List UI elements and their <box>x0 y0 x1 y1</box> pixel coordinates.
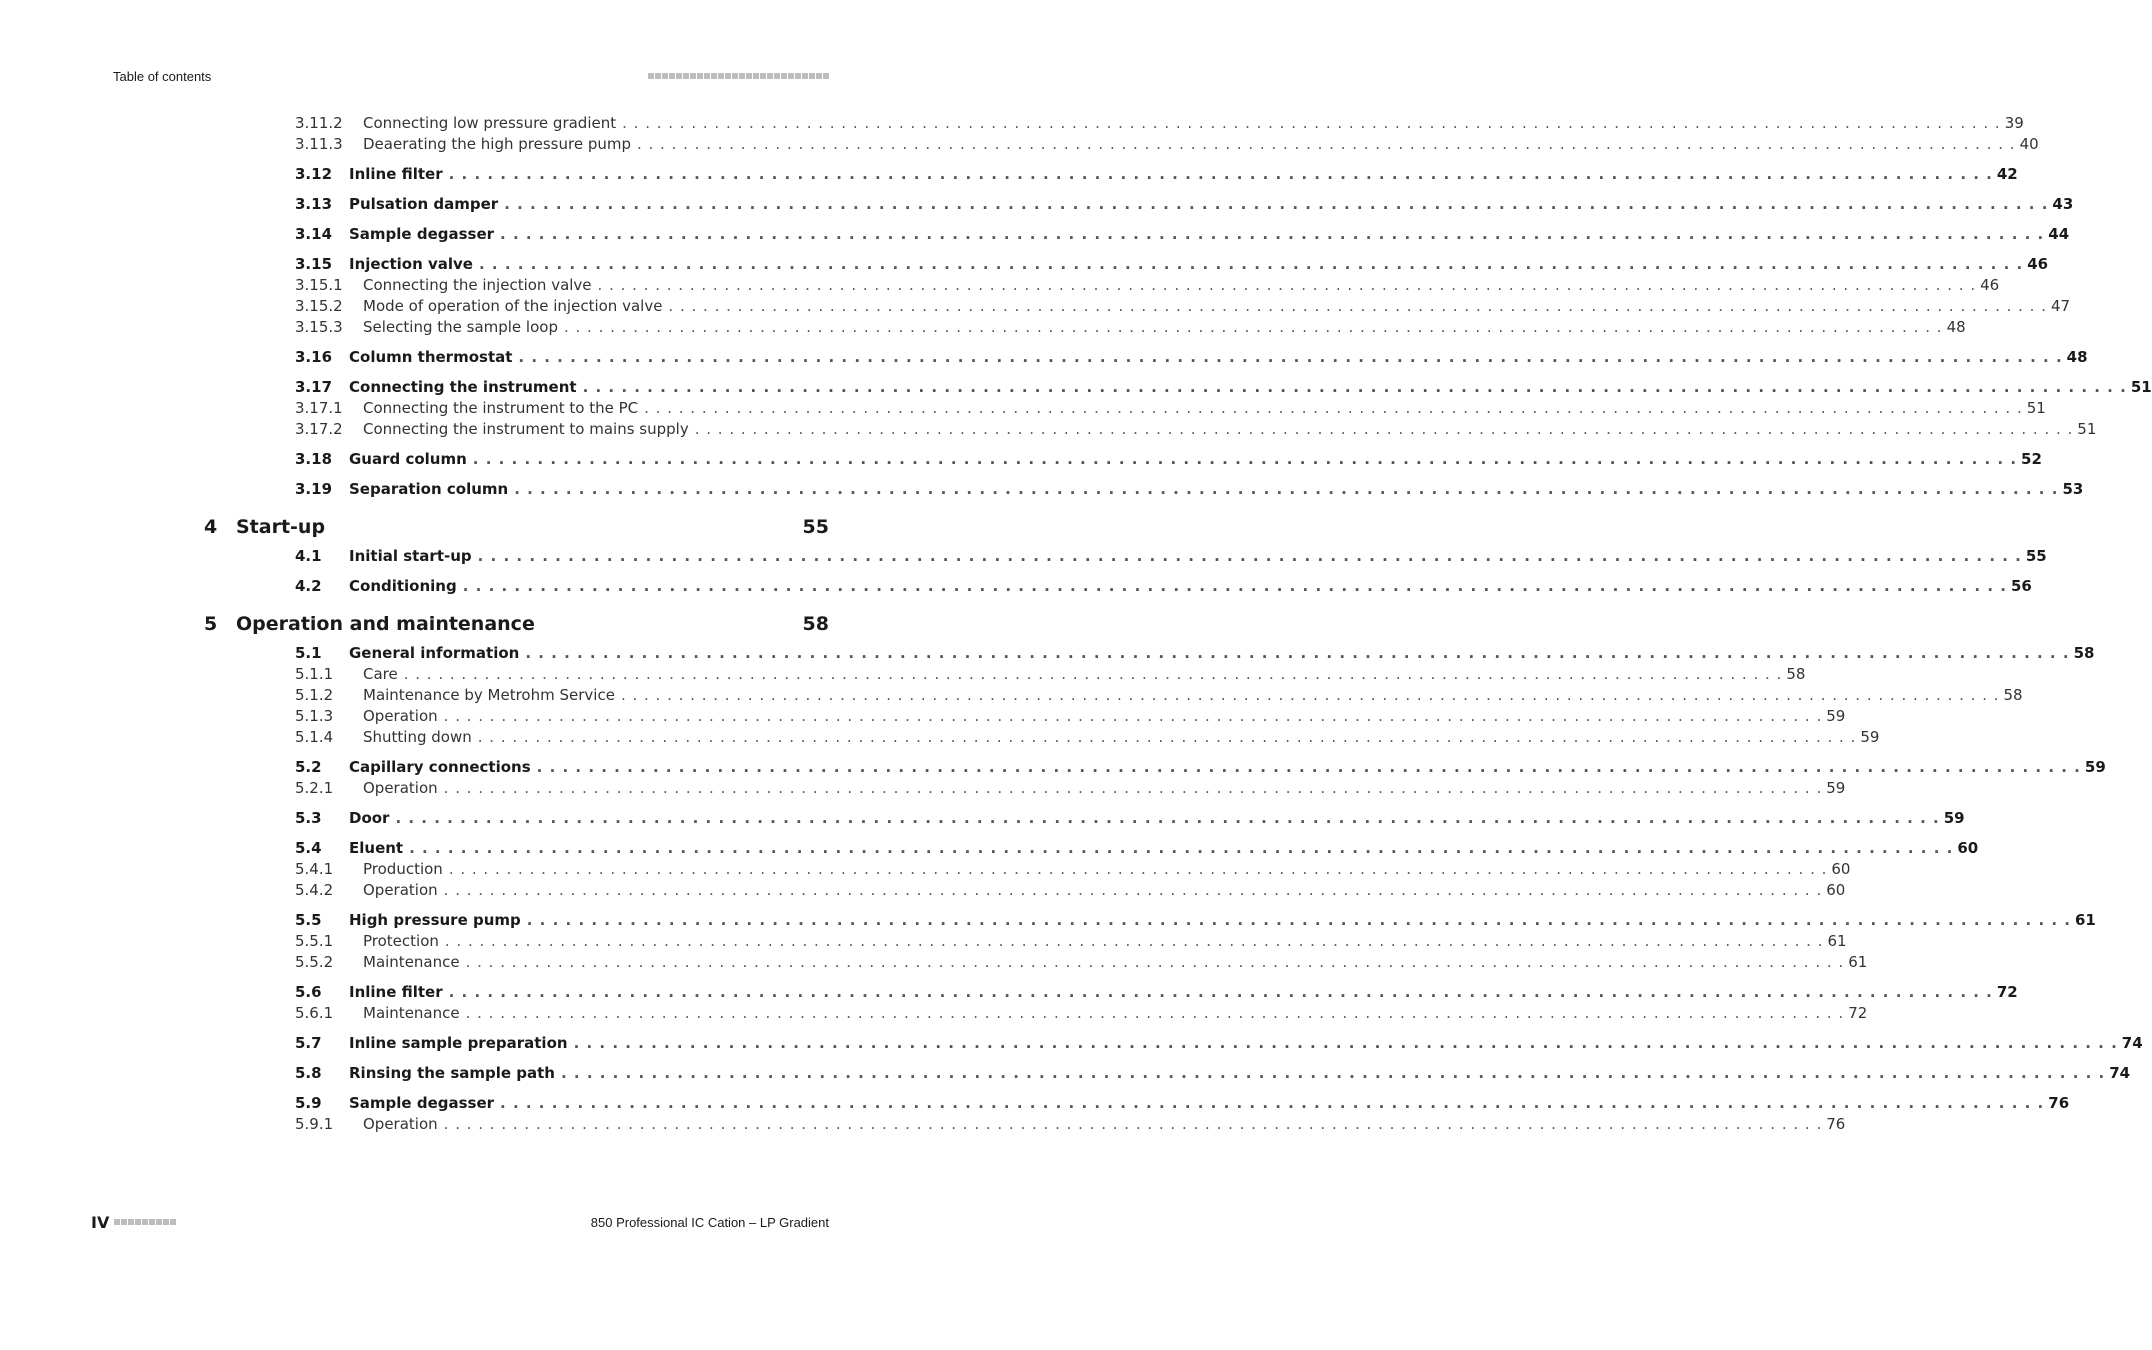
toc-leader-dots: . . . . . . . . . . . . . . . . . . . . . . . . . . . . . . . . . . . . . . . . . . . . . . . . . . . . . . . . . . . . . . . . . . . . . . . . . . . . . . . . . . . . . . . . . . . . . . . . . . . . . . . . . . . . . . . . . . . . . . . . <box>582 377 2127 396</box>
toc-page: 61 <box>1848 952 1868 971</box>
toc-subsection[interactable] <box>295 397 2046 418</box>
toc-number: 5.8 <box>295 1063 322 1082</box>
toc-page: 60 <box>1826 880 1846 899</box>
toc-number: 5.6 <box>295 982 322 1001</box>
toc-chapter[interactable] <box>204 612 829 636</box>
toc-number: 3.15.2 <box>295 296 343 315</box>
toc-subsection[interactable] <box>295 316 1966 337</box>
toc-number: 5.7 <box>295 1033 322 1052</box>
toc-number: 5.5 <box>295 910 322 929</box>
toc-title: Maintenance <box>363 1003 460 1022</box>
toc-number: 5.2.1 <box>295 778 334 797</box>
toc-subsection[interactable] <box>295 418 2097 439</box>
header-decoration <box>648 73 829 79</box>
toc-leader-dots: . . . . . . . . . . . . . . . . . . . . . . . . . . . . . . . . . . . . . . . . . . . . . . . . . . . . . . . . . . . . . . . . . . . . . . . . . . . . . . . . . . . . . . . . . . . . . . . . . . . . . . . . . . . . . . . . . . . . . . . . <box>465 1003 1845 1022</box>
toc-number: 3.13 <box>295 194 333 213</box>
toc-page: 42 <box>1996 164 2018 183</box>
toc-page: 51 <box>2026 398 2046 417</box>
toc-subsection[interactable] <box>295 1002 1868 1023</box>
toc-number: 5.6.1 <box>295 1003 334 1022</box>
toc-chapter[interactable] <box>204 515 829 539</box>
toc-title: Connecting the instrument to the PC <box>363 398 639 417</box>
toc-number: 3.12 <box>295 164 333 183</box>
toc-page: 46 <box>2027 254 2049 273</box>
toc-section[interactable] <box>295 193 2074 214</box>
toc-title: Inline filter <box>349 982 443 1001</box>
toc-page: 59 <box>1943 808 1965 827</box>
toc-leader-dots: . . . . . . . . . . . . . . . . . . . . . . . . . . . . . . . . . . . . . . . . . . . . . . . . . . . . . . . . . . . . . . . . . . . . . . . . . . . . . . . . . . . . . . . . . . . . . . . . . . . . . . . . . . . . . . . . . . . . . . . . <box>448 982 1993 1001</box>
toc-page: 59 <box>2084 757 2106 776</box>
toc-number: 3.11.2 <box>295 113 343 132</box>
toc-page: 72 <box>1996 982 2018 1001</box>
toc-title: Production <box>363 859 443 878</box>
toc-page: 76 <box>1826 1114 1846 1133</box>
toc-number: 3.16 <box>295 347 333 366</box>
toc-title: Operation and maintenance <box>236 613 535 635</box>
toc-page: 39 <box>2004 113 2024 132</box>
toc-section[interactable] <box>295 807 1965 828</box>
toc-subsection[interactable] <box>295 858 1851 879</box>
toc-title: Initial start-up <box>349 546 472 565</box>
toc-leader-dots: . . . . . . . . . . . . . . . . . . . . . . . . . . . . . . . . . . . . . . . . . . . . . . . . . . . . . . . . . . . . . . . . . . . . . . . . . . . . . . . . . . . . . . . . . . . . . . . . . . . . . . . . . . . . . . . . . . . . . . . . <box>500 224 2045 243</box>
table-of-contents <box>0 112 2152 1134</box>
toc-subsection[interactable] <box>295 295 2071 316</box>
toc-leader-dots: . . . . . . . . . . . . . . . . . . . . . . . . . . . . . . . . . . . . . . . . . . . . . . . . . . . . . . . . . . . . . . . . . . . . . . . . . . . . . . . . . . . . . . . . . . . . . . . . . . . . . . . . . . . . . . . . . . . . . . . . <box>561 1063 2106 1082</box>
toc-leader-dots: . . . . . . . . . . . . . . . . . . . . . . . . . . . . . . . . . . . . . . . . . . . . . . . . . . . . . . . . . . . . . . . . . . . . . . . . . . . . . . . . . . . . . . . . . . . . . . . . . . . . . . . . . . . . . . . . . . . . . . . . <box>443 880 1823 899</box>
toc-title: Operation <box>363 880 438 899</box>
toc-page: 56 <box>2010 576 2032 595</box>
toc-page: 43 <box>2052 194 2074 213</box>
toc-leader-dots: . . . . . . . . . . . . . . . . . . . . . . . . . . . . . . . . . . . . . . . . . . . . . . . . . . . . . . . . . . . . . . . . . . . . . . . . . . . . . . . . . . . . . . . . . . . . . . . . . . . . . . . . . . . . . . . . . . . . . . . . <box>644 398 2023 417</box>
toc-number: 5.1.2 <box>295 685 334 704</box>
toc-section[interactable] <box>295 448 2042 469</box>
toc-page: 60 <box>1957 838 1979 857</box>
toc-subsection[interactable] <box>295 777 1846 798</box>
toc-page: 40 <box>2019 134 2039 153</box>
toc-page: 58 <box>1786 664 1806 683</box>
toc-section[interactable] <box>295 1092 2070 1113</box>
toc-page: 51 <box>2130 377 2152 396</box>
toc-title: Sample degasser <box>349 1093 495 1112</box>
toc-subsection[interactable] <box>295 879 1846 900</box>
toc-page: 61 <box>2075 910 2096 929</box>
toc-leader-dots: . . . . . . . . . . . . . . . . . . . . . . . . . . . . . . . . . . . . . . . . . . . . . . . . . . . . . . . . . . . . . . . . . . . . . . . . . . . . . . . . . . . . . . . . . . . . . . . . . . . . . . . . . . . . . . . . . . . . . . . . <box>395 808 1940 827</box>
toc-title: Inline filter <box>349 164 443 183</box>
toc-title: Operation <box>363 706 438 725</box>
toc-number: 5.4.2 <box>295 880 334 899</box>
toc-leader-dots: . . . . . . . . . . . . . . . . . . . . . . . . . . . . . . . . . . . . . . . . . . . . . . . . . . . . . . . . . . . . . . . . . . . . . . . . . . . . . . . . . . . . . . . . . . . . . . . . . . . . . . . . . . . . . . . . . . . . . . . . <box>477 727 1857 746</box>
toc-number: 5.9 <box>295 1093 322 1112</box>
footer-document-title: 850 Professional IC Cation – LP Gradient <box>590 1215 829 1230</box>
toc-subsection[interactable] <box>295 705 1846 726</box>
toc-leader-dots: . . . . . . . . . . . . . . . . . . . . . . . . . . . . . . . . . . . . . . . . . . . . . . . . . . . . . . . . . . . . . . . . . . . . . . . . . . . . . . . . . . . . . . . . . . . . . . . . . . . . . . . . . . . . . . . . . . . . . . . . <box>597 275 1977 294</box>
toc-number: 4.2 <box>295 576 322 595</box>
toc-section[interactable] <box>295 756 2106 777</box>
toc-title: Care <box>363 664 398 683</box>
toc-title: General information <box>349 643 520 662</box>
toc-subsection[interactable] <box>295 274 2000 295</box>
toc-page: 55 <box>802 516 829 538</box>
toc-leader-dots: . . . . . . . . . . . . . . . . . . . . . . . . . . . . . . . . . . . . . . . . . . . . . . . . . . . . . . . . . . . . . . . . . . . . . . . . . . . . . . . . . . . . . . . . . . . . . . . . . . . . . . . . . . . . . . . . . . . . . . . . <box>504 194 2049 213</box>
toc-title: Sample degasser <box>349 224 495 243</box>
toc-number: 3.19 <box>295 479 333 498</box>
toc-leader-dots: . . . . . . . . . . . . . . . . . . . . . . . . . . . . . . . . . . . . . . . . . . . . . . . . . . . . . . . . . . . . . . . . . . . . . . . . . . . . . . . . . . . . . . . . . . . . . . . . . . . . . . . . . . . . . . . . . . . . . . . . <box>668 296 2047 315</box>
toc-section[interactable] <box>295 909 2096 930</box>
toc-leader-dots: . . . . . . . . . . . . . . . . . . . . . . . . . . . . . . . . . . . . . . . . . . . . . . . . . . . . . . . . . . . . . . . . . . . . . . . . . . . . . . . . . . . . . . . . . . . . . . . . . . . . . . . . . . . . . . . . . . . . . . . . <box>448 164 1993 183</box>
toc-leader-dots: . . . . . . . . . . . . . . . . . . . . . . . . . . . . . . . . . . . . . . . . . . . . . . . . . . . . . . . . . . . . . . . . . . . . . . . . . . . . . . . . . . . . . . . . . . . . . . . . . . . . . . . . . . . . . . . . . . . . . . . . <box>694 419 2074 438</box>
toc-leader-dots: . . . . . . . . . . . . . . . . . . . . . . . . . . . . . . . . . . . . . . . . . . . . . . . . . . . . . . . . . . . . . . . . . . . . . . . . . . . . . . . . . . . . . . . . . . . . . . . . . . . . . . . . . . . . . . . . . . . . . . . . <box>514 479 2059 498</box>
toc-leader-dots: . . . . . . . . . . . . . . . . . . . . . . . . . . . . . . . . . . . . . . . . . . . . . . . . . . . . . . . . . . . . . . . . . . . . . . . . . . . . . . . . . . . . . . . . . . . . . . . . . . . . . . . . . . . . . . . . . . . . . . . . <box>444 931 1824 950</box>
toc-number: 5.5.1 <box>295 931 334 950</box>
toc-title: Injection valve <box>349 254 473 273</box>
toc-page: 51 <box>2077 419 2097 438</box>
toc-section[interactable] <box>295 478 2084 499</box>
toc-title: Inline sample preparation <box>349 1033 568 1052</box>
toc-section[interactable] <box>295 253 2049 274</box>
toc-title: High pressure pump <box>349 910 521 929</box>
toc-section[interactable] <box>295 575 2032 596</box>
toc-leader-dots: . . . . . . . . . . . . . . . . . . . . . . . . . . . . . . . . . . . . . . . . . . . . . . . . . . . . . . . . . . . . . . . . . . . . . . . . . . . . . . . . . . . . . . . . . . . . . . . . . . . . . . . . . . . . . . . . . . . . . . . . <box>525 643 2070 662</box>
toc-title: Door <box>349 808 390 827</box>
toc-number: 5.2 <box>295 757 322 776</box>
toc-number: 3.15 <box>295 254 333 273</box>
toc-leader-dots: . . . . . . . . . . . . . . . . . . . . . . . . . . . . . . . . . . . . . . . . . . . . . . . . . . . . . . . . . . . . . . . . . . . . . . . . . . . . . . . . . . . . . . . . . . . . . . . . . . . . . . . . . . . . . . . . . . . . . . . . <box>409 838 1954 857</box>
toc-number: 3.11.3 <box>295 134 343 153</box>
toc-leader-dots: . . . . . . . . . . . . . . . . . . . . . . . . . . . . . . . . . . . . . . . . . . . . . . . . . . . . . . . . . . . . . . . . . . . . . . . . . . . . . . . . . . . . . . . . . . . . . . . . . . . . . . . . . . . . . . . . . . . . . . . . <box>465 952 1845 971</box>
toc-title: Operation <box>363 1114 438 1133</box>
toc-leader-dots: . . . . . . . . . . . . . . . . . . . . . . . . . . . . . . . . . . . . . . . . . . . . . . . . . . . . . . . . . . . . . . . . . . . . . . . . . . . . . . . . . . . . . . . . . . . . . . . . . . . . . . . . . . . . . . . . . . . . . . . . <box>536 757 2081 776</box>
toc-page: 59 <box>1826 706 1846 725</box>
toc-subsection[interactable] <box>295 133 2039 154</box>
toc-subsection[interactable] <box>295 684 2023 705</box>
toc-number: 4 <box>204 516 218 538</box>
toc-title: Deaerating the high pressure pump <box>363 134 631 153</box>
toc-title: Capillary connections <box>349 757 531 776</box>
toc-leader-dots: . . . . . . . . . . . . . . . . . . . . . . . . . . . . . . . . . . . . . . . . . . . . . . . . . . . . . . . . . . . . . . . . . . . . . . . . . . . . . . . . . . . . . . . . . . . . . . . . . . . . . . . . . . . . . . . . . . . . . . . . <box>478 254 2024 273</box>
toc-page: 48 <box>1946 317 1966 336</box>
toc-page: 44 <box>2048 224 2070 243</box>
toc-subsection[interactable] <box>295 112 2024 133</box>
toc-section[interactable] <box>295 163 2018 184</box>
toc-title: Selecting the sample loop <box>363 317 558 336</box>
toc-title: Column thermostat <box>349 347 513 366</box>
toc-leader-dots: . . . . . . . . . . . . . . . . . . . . . . . . . . . . . . . . . . . . . . . . . . . . . . . . . . . . . . . . . . . . . . . . . . . . . . . . . . . . . . . . . . . . . . . . . . . . . . . . . . . . . . . . . . . . . . . . . . . . . . . . <box>477 546 2022 565</box>
toc-number: 5.1.1 <box>295 664 334 683</box>
toc-number: 5.4.1 <box>295 859 334 878</box>
toc-number: 5.9.1 <box>295 1114 334 1133</box>
toc-number: 3.17.2 <box>295 419 343 438</box>
toc-section[interactable] <box>295 1032 2143 1053</box>
toc-number: 4.1 <box>295 546 322 565</box>
toc-title: Guard column <box>349 449 467 468</box>
footer-page-number: IV <box>91 1213 110 1232</box>
toc-section[interactable] <box>295 1062 2131 1083</box>
toc-title: Mode of operation of the injection valve <box>363 296 663 315</box>
toc-page: 55 <box>2025 546 2047 565</box>
toc-page: 74 <box>2121 1033 2143 1052</box>
toc-title: Connecting the instrument <box>349 377 577 396</box>
toc-title: Connecting the instrument to mains supply <box>363 419 689 438</box>
toc-leader-dots: . . . . . . . . . . . . . . . . . . . . . . . . . . . . . . . . . . . . . . . . . . . . . . . . . . . . . . . . . . . . . . . . . . . . . . . . . . . . . . . . . . . . . . . . . . . . . . . . . . . . . . . . . . . . . . . . . . . . . . . . <box>403 664 1783 683</box>
toc-title: Connecting low pressure gradient <box>363 113 617 132</box>
toc-section[interactable] <box>295 346 2088 367</box>
toc-title: Conditioning <box>349 576 457 595</box>
toc-leader-dots: . . . . . . . . . . . . . . . . . . . . . . . . . . . . . . . . . . . . . . . . . . . . . . . . . . . . . . . . . . . . . . . . . . . . . . . . . . . . . . . . . . . . . . . . . . . . . . . . . . . . . . . . . . . . . . . . . . . . . . . . <box>622 113 2001 132</box>
toc-page: 60 <box>1831 859 1851 878</box>
toc-section[interactable] <box>295 981 2018 1002</box>
footer-decoration <box>114 1219 176 1225</box>
toc-number: 3.17 <box>295 377 333 396</box>
toc-subsection[interactable] <box>295 663 1806 684</box>
toc-page: 52 <box>2021 449 2042 468</box>
toc-page: 58 <box>802 613 829 635</box>
toc-leader-dots: . . . . . . . . . . . . . . . . . . . . . . . . . . . . . . . . . . . . . . . . . . . . . . . . . . . . . . . . . . . . . . . . . . . . . . . . . . . . . . . . . . . . . . . . . . . . . . . . . . . . . . . . . . . . . . . . . . . . . . . . <box>620 685 2000 704</box>
toc-number: 5.1 <box>295 643 322 662</box>
toc-section[interactable] <box>295 223 2070 244</box>
toc-page: 48 <box>2066 347 2088 366</box>
toc-title: Shutting down <box>363 727 472 746</box>
toc-leader-dots: . . . . . . . . . . . . . . . . . . . . . . . . . . . . . . . . . . . . . . . . . . . . . . . . . . . . . . . . . . . . . . . . . . . . . . . . . . . . . . . . . . . . . . . . . . . . . . . . . . . . . . . . . . . . . . . . . . . . . . . . <box>443 1114 1823 1133</box>
toc-section[interactable] <box>295 376 2152 397</box>
toc-page: 58 <box>2003 685 2023 704</box>
toc-number: 3.15.3 <box>295 317 343 336</box>
toc-title: Connecting the injection valve <box>363 275 592 294</box>
toc-page: 61 <box>1827 931 1847 950</box>
toc-title: Start-up <box>236 516 326 538</box>
toc-number: 3.14 <box>295 224 333 243</box>
header-title: Table of contents <box>113 69 212 84</box>
toc-page: 46 <box>1980 275 2000 294</box>
toc-title: Rinsing the sample path <box>349 1063 555 1082</box>
toc-page: 74 <box>2109 1063 2131 1082</box>
toc-title: Eluent <box>349 838 404 857</box>
toc-title: Maintenance by Metrohm Service <box>363 685 615 704</box>
toc-subsection[interactable] <box>295 1113 1846 1134</box>
toc-page: 72 <box>1848 1003 1868 1022</box>
toc-number: 5 <box>204 613 218 635</box>
toc-subsection[interactable] <box>295 726 1880 747</box>
toc-section[interactable] <box>295 642 2095 663</box>
toc-title: Operation <box>363 778 438 797</box>
toc-title: Protection <box>363 931 439 950</box>
toc-leader-dots: . . . . . . . . . . . . . . . . . . . . . . . . . . . . . . . . . . . . . . . . . . . . . . . . . . . . . . . . . . . . . . . . . . . . . . . . . . . . . . . . . . . . . . . . . . . . . . . . . . . . . . . . . . . . . . . . . . . . . . . . <box>518 347 2063 366</box>
toc-leader-dots: . . . . . . . . . . . . . . . . . . . . . . . . . . . . . . . . . . . . . . . . . . . . . . . . . . . . . . . . . . . . . . . . . . . . . . . . . . . . . . . . . . . . . . . . . . . . . . . . . . . . . . . . . . . . . . . . . . . . . . . . <box>563 317 1943 336</box>
toc-page: 59 <box>1860 727 1880 746</box>
toc-page: 76 <box>2048 1093 2070 1112</box>
toc-leader-dots: . . . . . . . . . . . . . . . . . . . . . . . . . . . . . . . . . . . . . . . . . . . . . . . . . . . . . . . . . . . . . . . . . . . . . . . . . . . . . . . . . . . . . . . . . . . . . . . . . . . . . . . . . . . . . . . . . . . . . . . . <box>462 576 2007 595</box>
toc-number: 3.17.1 <box>295 398 343 417</box>
toc-page: 53 <box>2062 479 2084 498</box>
toc-leader-dots: . . . . . . . . . . . . . . . . . . . . . . . . . . . . . . . . . . . . . . . . . . . . . . . . . . . . . . . . . . . . . . . . . . . . . . . . . . . . . . . . . . . . . . . . . . . . . . . . . . . . . . . . . . . . . . . . . . . . . . . . <box>526 910 2071 929</box>
toc-number: 5.1.3 <box>295 706 334 725</box>
toc-leader-dots: . . . . . . . . . . . . . . . . . . . . . . . . . . . . . . . . . . . . . . . . . . . . . . . . . . . . . . . . . . . . . . . . . . . . . . . . . . . . . . . . . . . . . . . . . . . . . . . . . . . . . . . . . . . . . . . . . . . . . . . . <box>573 1033 2118 1052</box>
toc-leader-dots: . . . . . . . . . . . . . . . . . . . . . . . . . . . . . . . . . . . . . . . . . . . . . . . . . . . . . . . . . . . . . . . . . . . . . . . . . . . . . . . . . . . . . . . . . . . . . . . . . . . . . . . . . . . . . . . . . . . . . . . . <box>636 134 2016 153</box>
toc-number: 5.4 <box>295 838 322 857</box>
toc-page: 47 <box>2051 296 2071 315</box>
toc-number: 5.5.2 <box>295 952 334 971</box>
toc-number: 5.1.4 <box>295 727 334 746</box>
toc-leader-dots: . . . . . . . . . . . . . . . . . . . . . . . . . . . . . . . . . . . . . . . . . . . . . . . . . . . . . . . . . . . . . . . . . . . . . . . . . . . . . . . . . . . . . . . . . . . . . . . . . . . . . . . . . . . . . . . . . . . . . . . . <box>472 449 2018 468</box>
toc-page: 58 <box>2073 643 2095 662</box>
toc-page: 59 <box>1826 778 1846 797</box>
toc-number: 3.15.1 <box>295 275 343 294</box>
toc-number: 3.18 <box>295 449 333 468</box>
toc-title: Pulsation damper <box>349 194 499 213</box>
toc-title: Maintenance <box>363 952 460 971</box>
toc-leader-dots: . . . . . . . . . . . . . . . . . . . . . . . . . . . . . . . . . . . . . . . . . . . . . . . . . . . . . . . . . . . . . . . . . . . . . . . . . . . . . . . . . . . . . . . . . . . . . . . . . . . . . . . . . . . . . . . . . . . . . . . . <box>443 778 1823 797</box>
toc-section[interactable] <box>295 545 2047 566</box>
toc-subsection[interactable] <box>295 930 1847 951</box>
toc-section[interactable] <box>295 837 1979 858</box>
toc-number: 5.3 <box>295 808 322 827</box>
toc-leader-dots: . . . . . . . . . . . . . . . . . . . . . . . . . . . . . . . . . . . . . . . . . . . . . . . . . . . . . . . . . . . . . . . . . . . . . . . . . . . . . . . . . . . . . . . . . . . . . . . . . . . . . . . . . . . . . . . . . . . . . . . . <box>448 859 1828 878</box>
toc-leader-dots: . . . . . . . . . . . . . . . . . . . . . . . . . . . . . . . . . . . . . . . . . . . . . . . . . . . . . . . . . . . . . . . . . . . . . . . . . . . . . . . . . . . . . . . . . . . . . . . . . . . . . . . . . . . . . . . . . . . . . . . . <box>500 1093 2045 1112</box>
toc-title: Separation column <box>349 479 509 498</box>
toc-subsection[interactable] <box>295 951 1868 972</box>
toc-leader-dots: . . . . . . . . . . . . . . . . . . . . . . . . . . . . . . . . . . . . . . . . . . . . . . . . . . . . . . . . . . . . . . . . . . . . . . . . . . . . . . . . . . . . . . . . . . . . . . . . . . . . . . . . . . . . . . . . . . . . . . . . <box>443 706 1823 725</box>
